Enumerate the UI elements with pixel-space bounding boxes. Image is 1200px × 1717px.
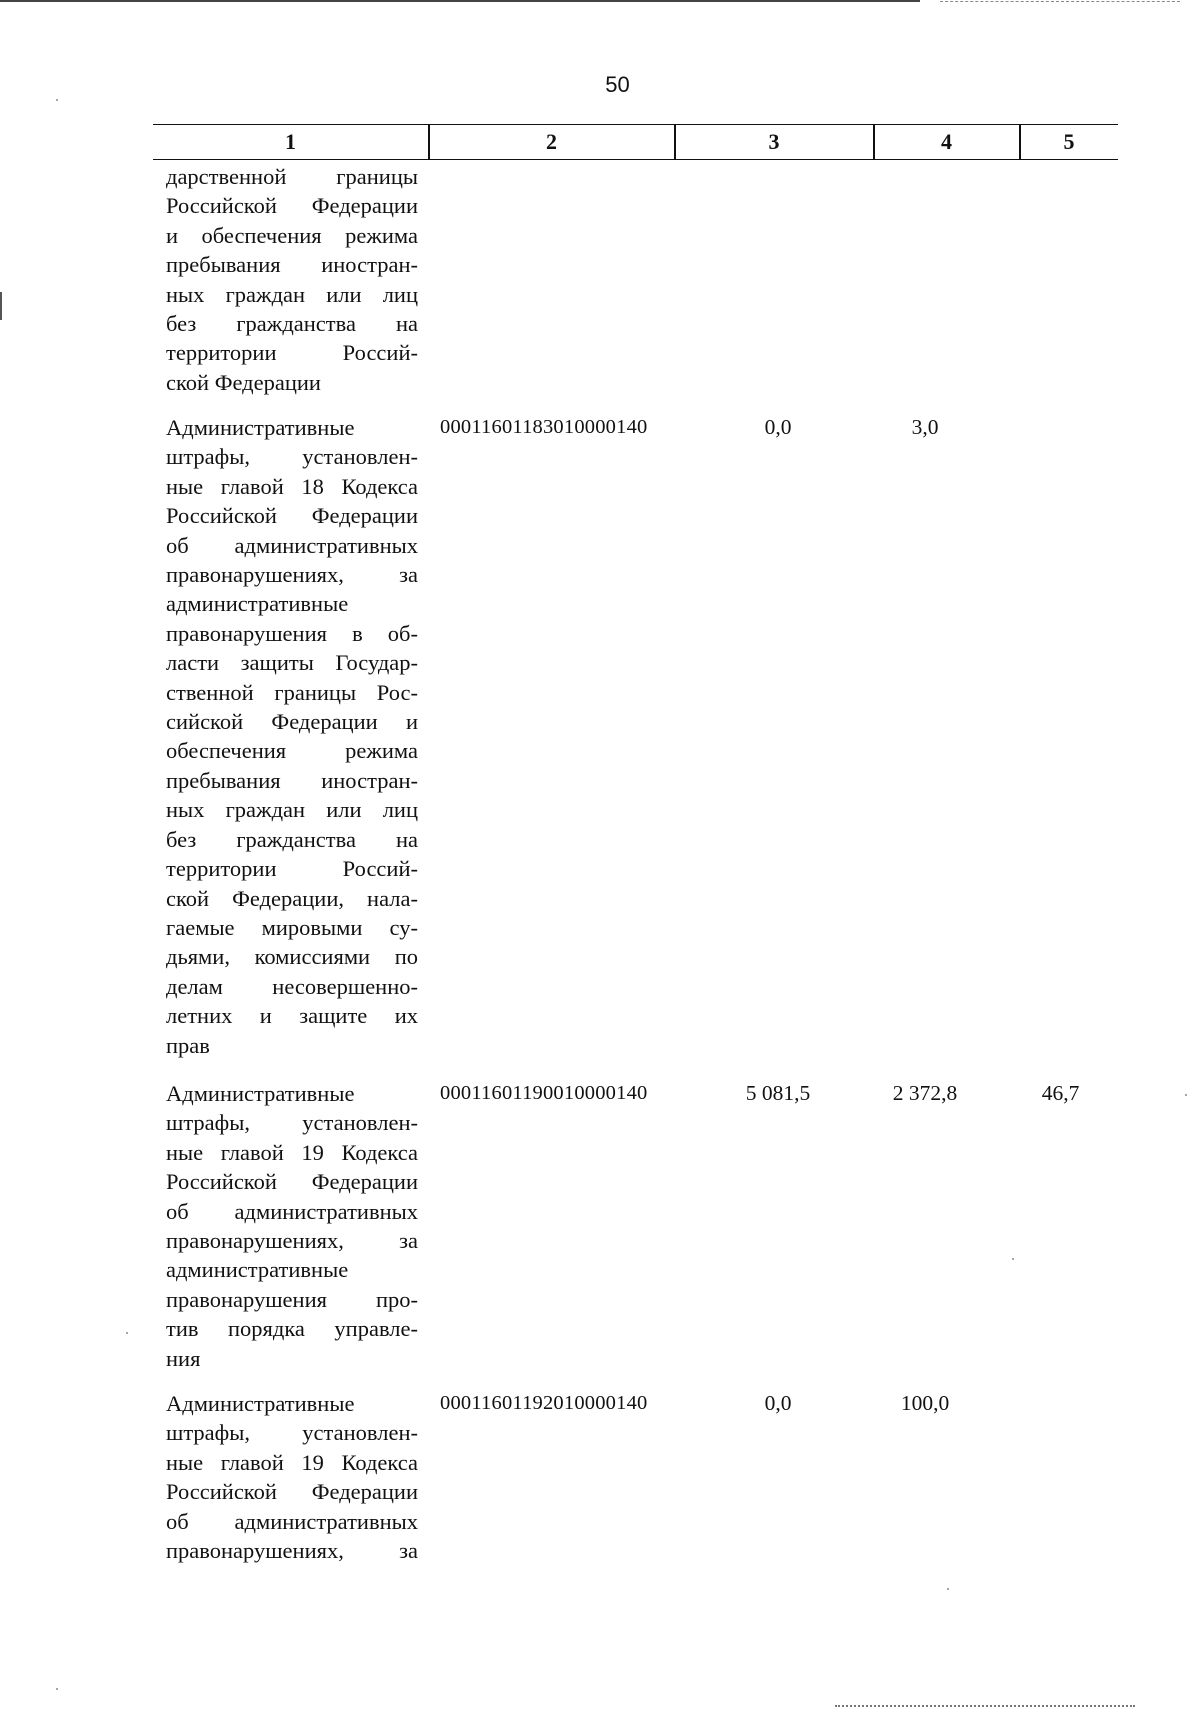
desc-line: штрафы, установлен- <box>166 1110 418 1136</box>
value-col-3: 5 081,5 <box>745 1081 811 1105</box>
page-number: 50 <box>605 72 630 97</box>
desc-line: ные главой 18 Кодекса <box>166 473 418 499</box>
desc-line: правонарушениях, за <box>166 1228 418 1254</box>
desc-line: Российской Федерации <box>166 193 418 219</box>
scan-edge-bottom <box>835 1705 1135 1708</box>
desc-line: прав <box>166 1032 210 1058</box>
value-col-5: 46,7 <box>1041 1081 1080 1105</box>
row-description <box>166 1079 418 1373</box>
desc-line: об административных <box>166 1198 418 1224</box>
desc-line: штрафы, установлен- <box>166 1420 418 1446</box>
table-header-row <box>153 124 1118 160</box>
desc-line: территории Россий- <box>166 340 418 366</box>
desc-line: ные главой 19 Кодекса <box>166 1139 418 1165</box>
scan-edge-top-right <box>940 1 1180 3</box>
desc-line: административные <box>166 591 349 617</box>
desc-line: сийской Федерации и <box>166 709 418 735</box>
desc-line: Административные <box>166 415 355 440</box>
desc-line: и обеспечения режима <box>166 222 418 248</box>
revenue-table <box>153 124 1118 1564</box>
scan-edge-top <box>0 0 920 2</box>
header-col-4: 4 <box>941 129 952 154</box>
budget-code: 00011601192010000140 <box>440 1392 648 1414</box>
desc-line: территории Россий- <box>166 856 418 882</box>
row-description <box>166 413 418 1060</box>
header-col-5: 5 <box>1063 129 1075 154</box>
value-col-4: 2 372,8 <box>892 1081 958 1105</box>
desc-line: об административных <box>166 1508 418 1534</box>
desc-line: без гражданства на <box>166 311 418 337</box>
desc-line: правонарушениях, за <box>166 562 418 588</box>
scan-speck <box>56 99 58 101</box>
value-col-3: 0,0 <box>764 415 792 439</box>
desc-line: ской Федерации <box>166 369 321 395</box>
desc-line: административные <box>166 1257 349 1283</box>
row-description <box>166 162 418 397</box>
desc-line: ния <box>166 1345 201 1371</box>
scan-speck <box>126 1332 128 1334</box>
desc-line: Административные <box>166 1081 355 1106</box>
scan-speck <box>56 1688 58 1690</box>
desc-line: ской Федерации, нала- <box>166 885 418 911</box>
header-col-3: 3 <box>768 129 780 154</box>
desc-line: правонарушения в об- <box>166 620 418 646</box>
desc-line: дарственной границы <box>166 164 418 189</box>
scan-speck <box>1185 1094 1187 1096</box>
desc-line: Российской Федерации <box>166 1169 418 1195</box>
desc-line: делам несовершенно- <box>166 973 418 999</box>
desc-line: Российской Федерации <box>166 503 418 529</box>
value-col-4: 100,0 <box>900 1391 950 1415</box>
desc-line: ных граждан или лиц <box>166 797 418 823</box>
desc-line: об административных <box>166 532 418 558</box>
desc-line: пребывания иностран- <box>166 767 418 793</box>
value-col-4: 3,0 <box>911 415 939 439</box>
desc-line: летних и защите их <box>166 1003 418 1029</box>
header-col-1: 1 <box>285 129 296 154</box>
budget-code: 00011601183010000140 <box>440 416 648 438</box>
desc-line: ные главой 19 Кодекса <box>166 1449 418 1475</box>
row-description <box>166 1389 418 1565</box>
budget-code: 00011601190010000140 <box>440 1082 648 1104</box>
desc-line: Административные <box>166 1391 355 1416</box>
desc-line: гаемые мировыми су- <box>166 914 418 940</box>
desc-line: обеспечения режима <box>166 738 418 764</box>
value-col-3: 0,0 <box>764 1391 792 1415</box>
scan-speck <box>947 1588 949 1590</box>
desc-line: штрафы, установлен- <box>166 444 418 470</box>
desc-line: правонарушениях, за <box>166 1538 418 1564</box>
desc-line: правонарушения про- <box>166 1286 418 1312</box>
desc-line: ственной границы Рос- <box>166 679 418 705</box>
desc-line: дьями, комиссиями по <box>166 944 418 970</box>
desc-line: без гражданства на <box>166 826 418 852</box>
desc-line: тив порядка управле- <box>166 1316 418 1342</box>
margin-mark <box>0 292 2 320</box>
desc-line: Российской Федерации <box>166 1479 418 1505</box>
desc-line: ласти защиты Государ- <box>166 650 418 676</box>
desc-line: пребывания иностран- <box>166 252 418 278</box>
header-col-2: 2 <box>546 129 557 154</box>
desc-line: ных граждан или лиц <box>166 281 418 307</box>
scan-speck <box>1012 1258 1014 1260</box>
